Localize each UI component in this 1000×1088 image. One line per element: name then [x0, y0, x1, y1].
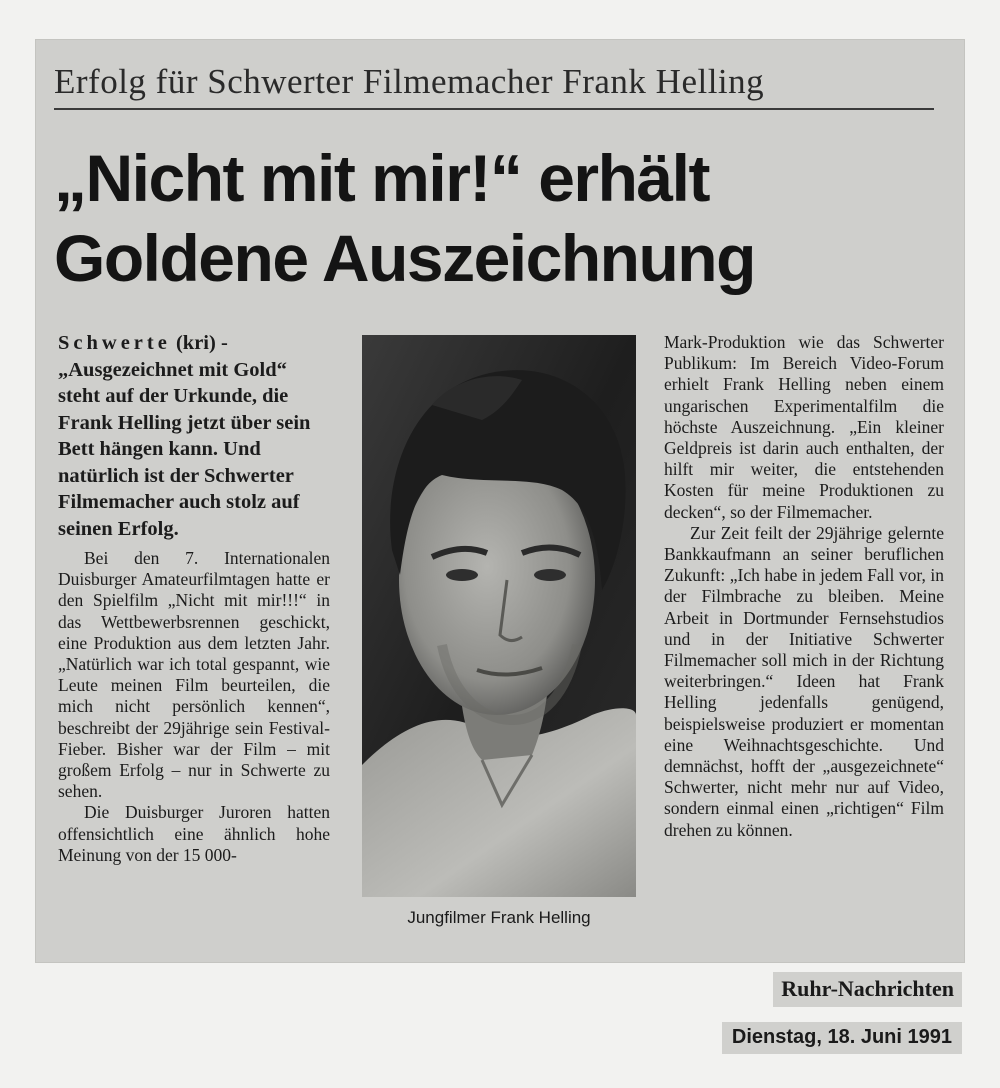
- article-column-1: [58, 330, 330, 866]
- headline-line-2: Goldene Auszeichnung: [54, 221, 755, 295]
- headline-line-1: „Nicht mit mir!“ erhält: [54, 141, 709, 215]
- article-lead: [58, 330, 330, 542]
- publication-date: Dienstag, 18. Juni 1991: [722, 1022, 962, 1054]
- body-paragraph: Mark-Produktion wie das Schwerter Publikum: Im Bereich Video-Forum erhielt Frank Helling neben einem ungarischen Experimentalfilm die höchste Auszeichnung. „Ein kleiner Geldpreis ist darin auch enthalten, der hilft mir weiter, die entstehenden Kosten für meine Produktionen zu decken“, so der Filmemacher.: [664, 332, 944, 522]
- lead-text: (kri) - „Ausgezeichnet mit Gold“ steht auf der Urkunde, die Frank Helling jetzt über sein Bett hängen kann. Und natürlich ist der Schwerter Filmemacher auch stolz auf seinen Erfolg.: [58, 332, 311, 540]
- newspaper-name: Ruhr-Nachrichten: [773, 972, 962, 1007]
- portrait-illustration: [362, 335, 636, 897]
- newspaper-clipping: [36, 40, 964, 962]
- body-paragraph: Die Duisburger Juroren hatten offensichtlich eine ähnlich hohe Meinung von der 15 000-: [58, 802, 330, 865]
- body-paragraph: Bei den 7. Internationalen Duisburger Amateurfilmtagen hatte er den Spielfilm „Nicht mit mir!!!“ in das Wettbewerbsrennen geschickt, eine Produktion aus dem letzten Jahr. „Natürlich war ich total gespannt, wie Leute meinen Film beurteilen, die mich nicht persönlich kennen“, beschreibt der 29jährige sein Festival-Fieber. Bisher war der Film – mit großem Erfolg – nur in Schwerte zu sehen.: [58, 548, 330, 802]
- article-column-3: [664, 332, 944, 841]
- photo-caption: Jungfilmer Frank Helling: [407, 908, 591, 927]
- portrait-photo: [362, 335, 636, 897]
- article-headline: [54, 138, 954, 298]
- dateline-location: Schwerte: [58, 332, 171, 354]
- body-paragraph: Zur Zeit feilt der 29jährige gelernte Bankkaufmann an seiner beruflichen Zukunft: „Ich habe in jedem Fall vor, in der Filmbrache zu bleiben. Meine Arbeit in Dortmunder Fernsehstudios und in der Initiative Schwerter Filmemacher soll mich in der Richtung weiterbringen.“ Ideen hat Frank Helling jedenfalls genügend, beispielsweise produziert er momentan eine Weihnachtsgeschichte. Und demnächst, hofft der „ausgezeichnete“ Schwerter, nicht mehr nur auf Video, sondern einmal einen „richtigen“ Film drehen zu können.: [664, 522, 944, 840]
- article-kicker: Erfolg für Schwerter Filmemacher Frank Helling: [54, 62, 934, 110]
